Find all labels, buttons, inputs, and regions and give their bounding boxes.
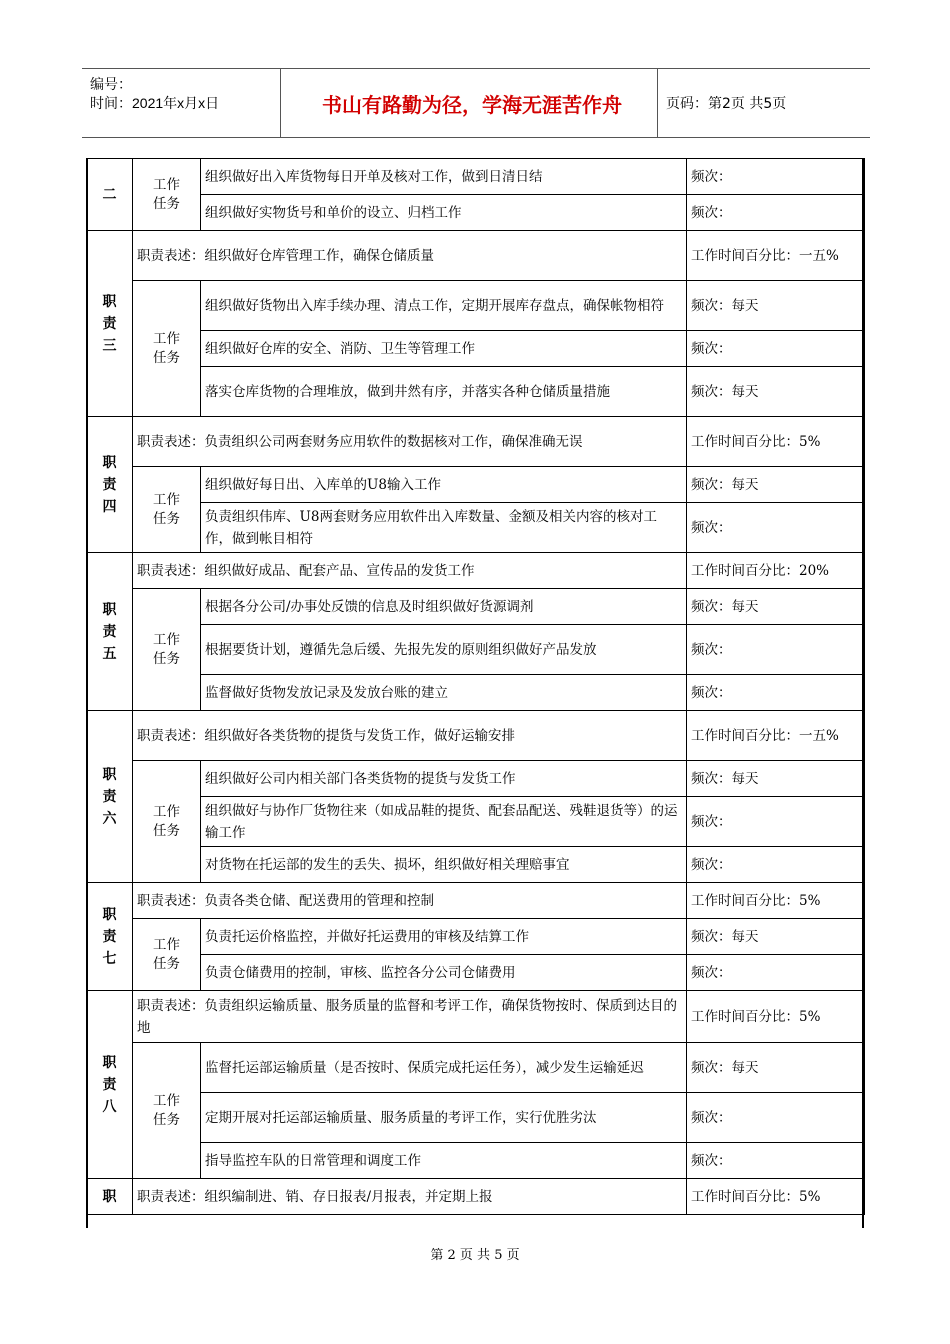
table-row (87, 281, 865, 331)
task-frequency: 频次： (687, 847, 865, 883)
table-row (87, 331, 865, 367)
task-text: 负责仓储费用的控制，审核、监控各分公司仓储费用 (201, 955, 687, 991)
table-row (87, 625, 865, 675)
task-frequency: 频次：每天 (687, 919, 865, 955)
date-label: 时间：2021年x月x日 (90, 95, 220, 111)
header-motto: 书山有路勤为径，学海无涯苦作舟 (322, 92, 622, 117)
duty-statement: 职责表述：负责各类仓储、配送费用的管理和控制 (133, 883, 687, 919)
table-row (87, 159, 865, 195)
table-row (87, 195, 865, 231)
task-label: 工作 任务 (133, 919, 201, 991)
table-border-left (86, 158, 88, 1228)
table-row (87, 1179, 865, 1215)
time-percentage: 工作时间百分比：5% (687, 1179, 865, 1215)
task-frequency: 频次： (687, 675, 865, 711)
task-frequency: 频次：每天 (687, 589, 865, 625)
task-label: 工作 任务 (133, 467, 201, 553)
table-row (87, 1043, 865, 1093)
table-row (87, 675, 865, 711)
task-frequency: 频次： (687, 1093, 865, 1143)
task-text: 负责组织伟库、U8两套财务应用软件出入库数量、金额及相关内容的核对工作，做到帐目相符 (201, 503, 687, 553)
page-footer: 第 2 页 共 5 页 (430, 1248, 520, 1263)
table-row (87, 589, 865, 625)
time-percentage: 工作时间百分比：20% (687, 553, 865, 589)
task-frequency: 频次：每天 (687, 761, 865, 797)
duty-number: 职 责 六 (87, 711, 133, 883)
task-frequency: 频次：每天 (687, 1043, 865, 1093)
duty-number: 二 (87, 159, 133, 231)
table-row (87, 467, 865, 503)
table-row (87, 503, 865, 553)
task-text: 根据要货计划，遵循先急后缓、先报先发的原则组织做好产品发放 (201, 625, 687, 675)
task-text: 监督做好货物发放记录及发放台账的建立 (201, 675, 687, 711)
task-frequency: 频次：每天 (687, 467, 865, 503)
duty-statement: 职责表述：负责组织运输质量、服务质量的监督和考评工作，确保货物按时、保质到达目的地 (133, 991, 687, 1043)
page-header (82, 68, 870, 138)
task-text: 对货物在托运部的发生的丢失、损坏，组织做好相关理赔事宜 (201, 847, 687, 883)
task-text: 定期开展对托运部运输质量、服务质量的考评工作，实行优胜劣汰 (201, 1093, 687, 1143)
table-row (87, 711, 865, 761)
task-label: 工作 任务 (133, 159, 201, 231)
table-row (87, 367, 865, 417)
table-row (87, 955, 865, 991)
table-row (87, 991, 865, 1043)
task-text: 监督托运部运输质量（是否按时、保质完成托运任务），减少发生运输延迟 (201, 1043, 687, 1093)
task-frequency: 频次： (687, 159, 865, 195)
duty-table (86, 158, 865, 1215)
task-frequency: 频次： (687, 331, 865, 367)
task-text: 根据各分公司/办事处反馈的信息及时组织做好货源调剂 (201, 589, 687, 625)
duty-statement: 职责表述：组织编制进、销、存日报表/月报表，并定期上报 (133, 1179, 687, 1215)
table-border-right (862, 158, 864, 1228)
table-row (87, 1093, 865, 1143)
duty-number: 职 责 七 (87, 883, 133, 991)
duty-number: 职 (87, 1179, 133, 1215)
page-number-label: 页码：第2页 共5页 (666, 96, 787, 112)
table-row (87, 761, 865, 797)
duty-number: 职 责 三 (87, 231, 133, 417)
task-label: 工作 任务 (133, 1043, 201, 1179)
task-frequency: 频次：每天 (687, 367, 865, 417)
task-text: 组织做好与协作厂货物往来（如成品鞋的提货、配套品配送、残鞋退货等）的运输工作 (201, 797, 687, 847)
time-percentage: 工作时间百分比：5% (687, 991, 865, 1043)
table-row (87, 919, 865, 955)
duty-number: 职 责 五 (87, 553, 133, 711)
task-label: 工作 任务 (133, 281, 201, 417)
task-text: 组织做好公司内相关部门各类货物的提货与发货工作 (201, 761, 687, 797)
table-row (87, 797, 865, 847)
header-divider (280, 69, 281, 137)
header-meta (90, 75, 219, 113)
table-row (87, 417, 865, 467)
table-row (87, 847, 865, 883)
task-text: 组织做好货物出入库手续办理、清点工作，定期开展库存盘点，确保帐物相符 (201, 281, 687, 331)
duty-statement: 职责表述：组织做好成品、配套产品、宣传品的发货工作 (133, 553, 687, 589)
task-text: 组织做好每日出、入库单的U8输入工作 (201, 467, 687, 503)
task-frequency: 频次： (687, 625, 865, 675)
task-text: 落实仓库货物的合理堆放，做到井然有序，并落实各种仓储质量措施 (201, 367, 687, 417)
task-label: 工作 任务 (133, 589, 201, 711)
time-percentage: 工作时间百分比：一五% (687, 711, 865, 761)
time-percentage: 工作时间百分比：一五% (687, 231, 865, 281)
task-frequency: 频次： (687, 503, 865, 553)
task-frequency: 频次： (687, 955, 865, 991)
table-row (87, 1143, 865, 1179)
duty-number: 职 责 八 (87, 991, 133, 1179)
table-row (87, 553, 865, 589)
task-frequency: 频次： (687, 1143, 865, 1179)
duty-statement: 职责表述：组织做好仓库管理工作，确保仓储质量 (133, 231, 687, 281)
task-text: 组织做好仓库的安全、消防、卫生等管理工作 (201, 331, 687, 367)
time-percentage: 工作时间百分比：5% (687, 417, 865, 467)
duty-statement: 职责表述：负责组织公司两套财务应用软件的数据核对工作，确保准确无误 (133, 417, 687, 467)
task-frequency: 频次： (687, 195, 865, 231)
table-row (87, 231, 865, 281)
duty-statement: 职责表述：组织做好各类货物的提货与发货工作，做好运输安排 (133, 711, 687, 761)
task-text: 组织做好出入库货物每日开单及核对工作，做到日清日结 (201, 159, 687, 195)
duty-number: 职 责 四 (87, 417, 133, 553)
time-percentage: 工作时间百分比：5% (687, 883, 865, 919)
task-frequency: 频次： (687, 797, 865, 847)
task-frequency: 频次：每天 (687, 281, 865, 331)
table-row (87, 883, 865, 919)
header-divider (657, 69, 658, 137)
task-text: 组织做好实物货号和单价的设立、归档工作 (201, 195, 687, 231)
task-text: 负责托运价格监控，并做好托运费用的审核及结算工作 (201, 919, 687, 955)
task-label: 工作 任务 (133, 761, 201, 883)
code-label: 编号： (90, 76, 132, 92)
task-text: 指导监控车队的日常管理和调度工作 (201, 1143, 687, 1179)
